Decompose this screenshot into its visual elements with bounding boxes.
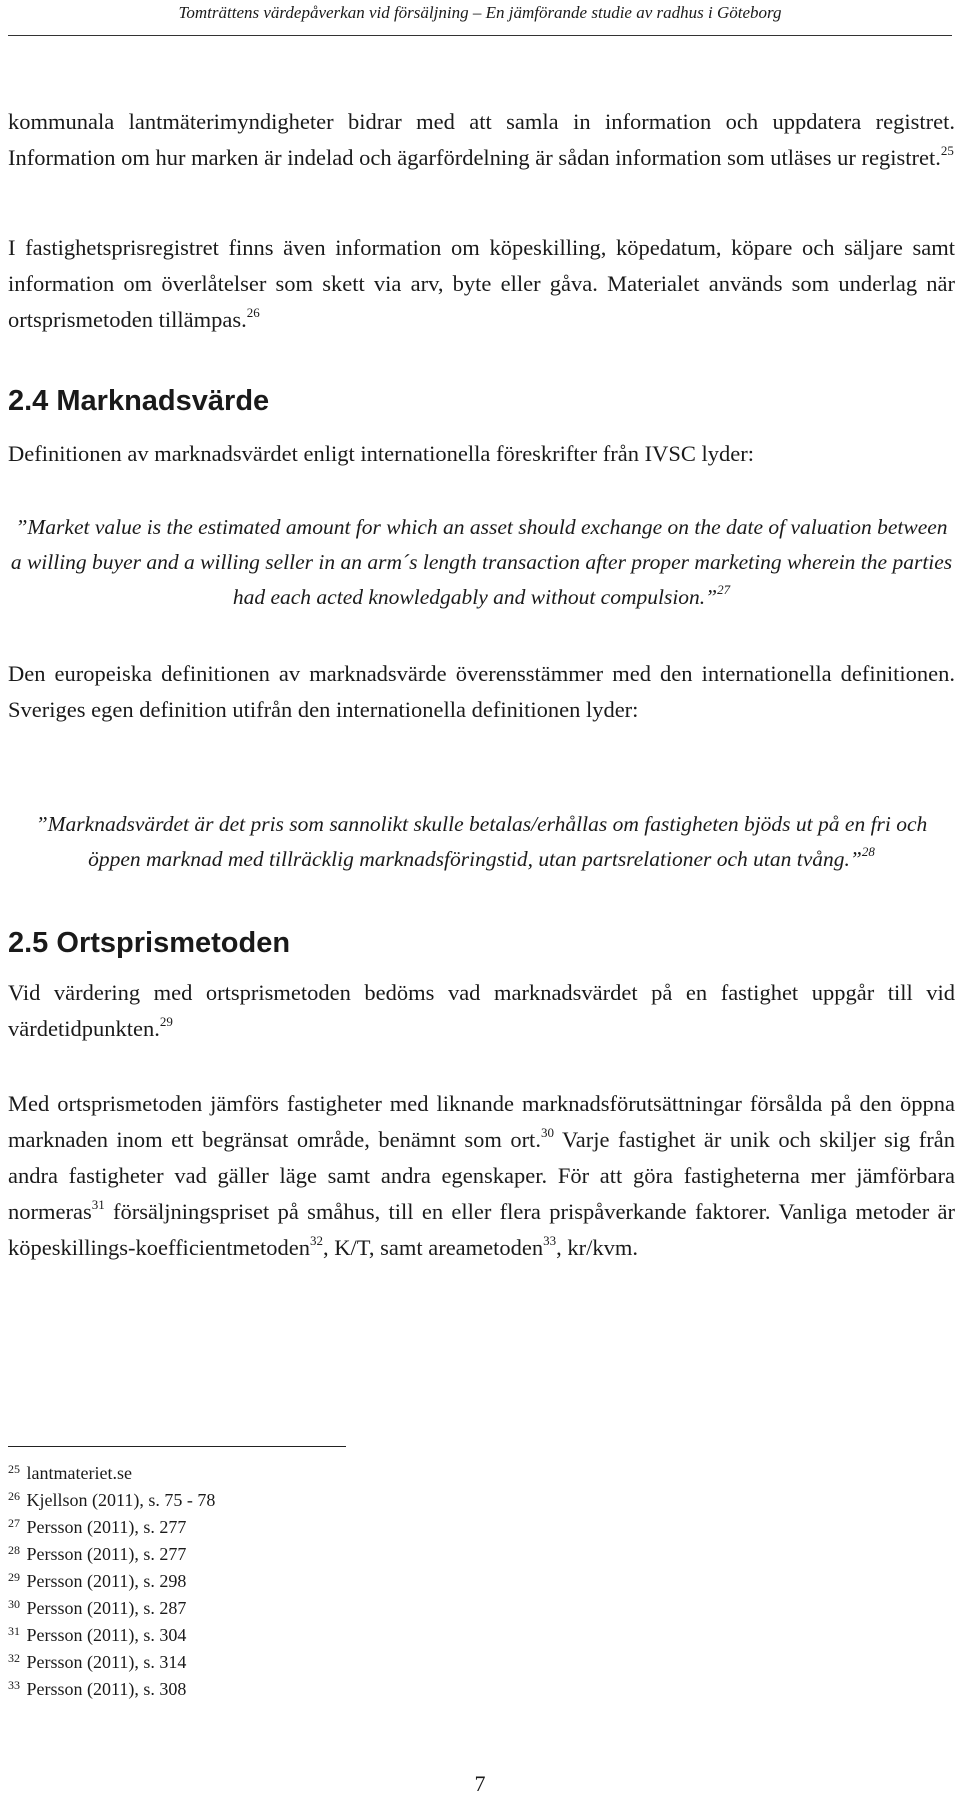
footnote — [8, 1460, 215, 1487]
footnote-number: 30 — [8, 1597, 20, 1611]
paragraph-text: Vid värdering med ortsprismetoden bedöms vad marknadsvärdet på en fastighet uppgår till vid värdetidpunkten. — [8, 980, 955, 1041]
footnote-number: 28 — [8, 1543, 20, 1557]
footnote-text: lantmateriet.se — [26, 1463, 132, 1483]
quote-text: ”Marknadsvärdet är det pris som sannolikt skulle betalas/erhållas om fastigheten bjöds ut på en fri och öppen marknad med tillräcklig marknadsföringstid, utan partsrelationer och utan tvång.” — [35, 812, 928, 871]
paragraph-text: , K/T, samt areametoden — [323, 1235, 544, 1260]
section-number: 2.4 — [8, 385, 49, 417]
footnote-number: 32 — [8, 1651, 20, 1665]
paragraph-valuation — [8, 975, 955, 1047]
page-number: 7 — [474, 1771, 486, 1796]
paragraph-text: försäljningspriset på småhus, till en eller flera prispåverkande faktorer. Vanliga metoder är köpeskillings-koefficientmetoden — [8, 1199, 955, 1260]
paragraph-text: kommunala lantmäterimyndigheter bidrar med att samla in information och uppdatera registret. Information om hur marken är indelad och ägarfördelning är sådan information som utläses ur registret. — [8, 109, 955, 170]
footnote-text: Persson (2011), s. 277 — [26, 1544, 187, 1564]
running-header: Tomträttens värdepåverkan vid försäljning – En jämförande studie av radhus i Göteborg — [178, 3, 782, 22]
paragraph-text: , kr/kvm. — [556, 1235, 639, 1260]
footnote — [8, 1649, 215, 1676]
footnote-ref: 31 — [91, 1197, 105, 1212]
footnote — [8, 1568, 215, 1595]
footnote-separator — [8, 1446, 346, 1447]
footnote-text: Persson (2011), s. 314 — [26, 1652, 187, 1672]
footnote-text: Persson (2011), s. 308 — [26, 1679, 187, 1699]
footnote-text: Persson (2011), s. 304 — [26, 1625, 187, 1645]
footnote-number: 29 — [8, 1570, 20, 1584]
footnote-ref: 29 — [159, 1014, 173, 1029]
footnote-number: 33 — [8, 1678, 20, 1692]
quote-swedish-definition — [8, 807, 955, 877]
paragraph-price-register — [8, 230, 955, 338]
section-heading-2-4 — [8, 383, 269, 419]
footnote-text: Persson (2011), s. 277 — [26, 1517, 187, 1537]
quote-ivsc-definition — [8, 510, 955, 615]
paragraph-sales-comparison — [8, 1086, 955, 1266]
footnote-list — [8, 1460, 215, 1703]
section-title: Marknadsvärde — [56, 385, 270, 417]
footnote-ref: 32 — [310, 1233, 324, 1248]
footnote-number: 26 — [8, 1489, 20, 1503]
paragraph-european-definition — [8, 656, 955, 728]
footnote-ref: 28 — [861, 844, 875, 859]
section-heading-2-5 — [8, 925, 290, 961]
paragraph-text: Varje fastighet är unik och skiljer sig från andra fastigheter vad gäller läge samt andra egenskaper. För att göra fastigheterna mer jämförbara normeras — [8, 1127, 955, 1224]
footnote — [8, 1487, 215, 1514]
header-rule — [8, 35, 952, 36]
section-title: Ortsprismetoden — [56, 927, 291, 959]
footnote-ref: 26 — [246, 305, 260, 320]
footnote-text: Kjellson (2011), s. 75 - 78 — [26, 1490, 216, 1510]
footnote — [8, 1595, 215, 1622]
footnote — [8, 1541, 215, 1568]
quote-text: ”Market value is the estimated amount for which an asset should exchange on the date of valuation between a willing buyer and a willing seller in an arm´s length transaction after proper marketing wherein the parties had each acted knowledgably and without compulsion.” — [10, 515, 953, 609]
footnote-number: 31 — [8, 1624, 20, 1638]
footnote-text: Persson (2011), s. 298 — [26, 1571, 187, 1591]
paragraph-ivsc-intro: Definitionen av marknadsvärdet enligt internationella föreskrifter från IVSC lyder: — [8, 441, 754, 466]
paragraph-text: Den europeiska definitionen av marknadsvärde överensstämmer med den internationella definitionen. Sveriges egen definition utifrån den internationella definitionen lyder: — [8, 661, 955, 722]
footnote-number: 27 — [8, 1516, 20, 1530]
footnote-ref: 30 — [540, 1125, 554, 1140]
paragraph-text: Med ortsprismetoden jämförs fastigheter med liknande marknadsförutsättningar försålda på den öppna marknaden inom ett begränsat område, benämnt som ort. — [8, 1091, 955, 1152]
footnote-ref: 25 — [940, 143, 954, 158]
paragraph-register-info — [8, 104, 955, 176]
footnote-ref: 27 — [717, 582, 731, 597]
footnote — [8, 1676, 215, 1703]
paragraph-text: I fastighetsprisregistret finns även information om köpeskilling, köpedatum, köpare och säljare samt information om överlåtelser som skett via arv, byte eller gåva. Materialet används som underlag när ortsprismetoden tillämpas. — [8, 235, 955, 332]
footnote — [8, 1514, 215, 1541]
footnote-number: 25 — [8, 1462, 20, 1476]
footnote — [8, 1622, 215, 1649]
footnote-ref: 33 — [543, 1233, 557, 1248]
footnote-text: Persson (2011), s. 287 — [26, 1598, 187, 1618]
section-number: 2.5 — [8, 927, 49, 959]
